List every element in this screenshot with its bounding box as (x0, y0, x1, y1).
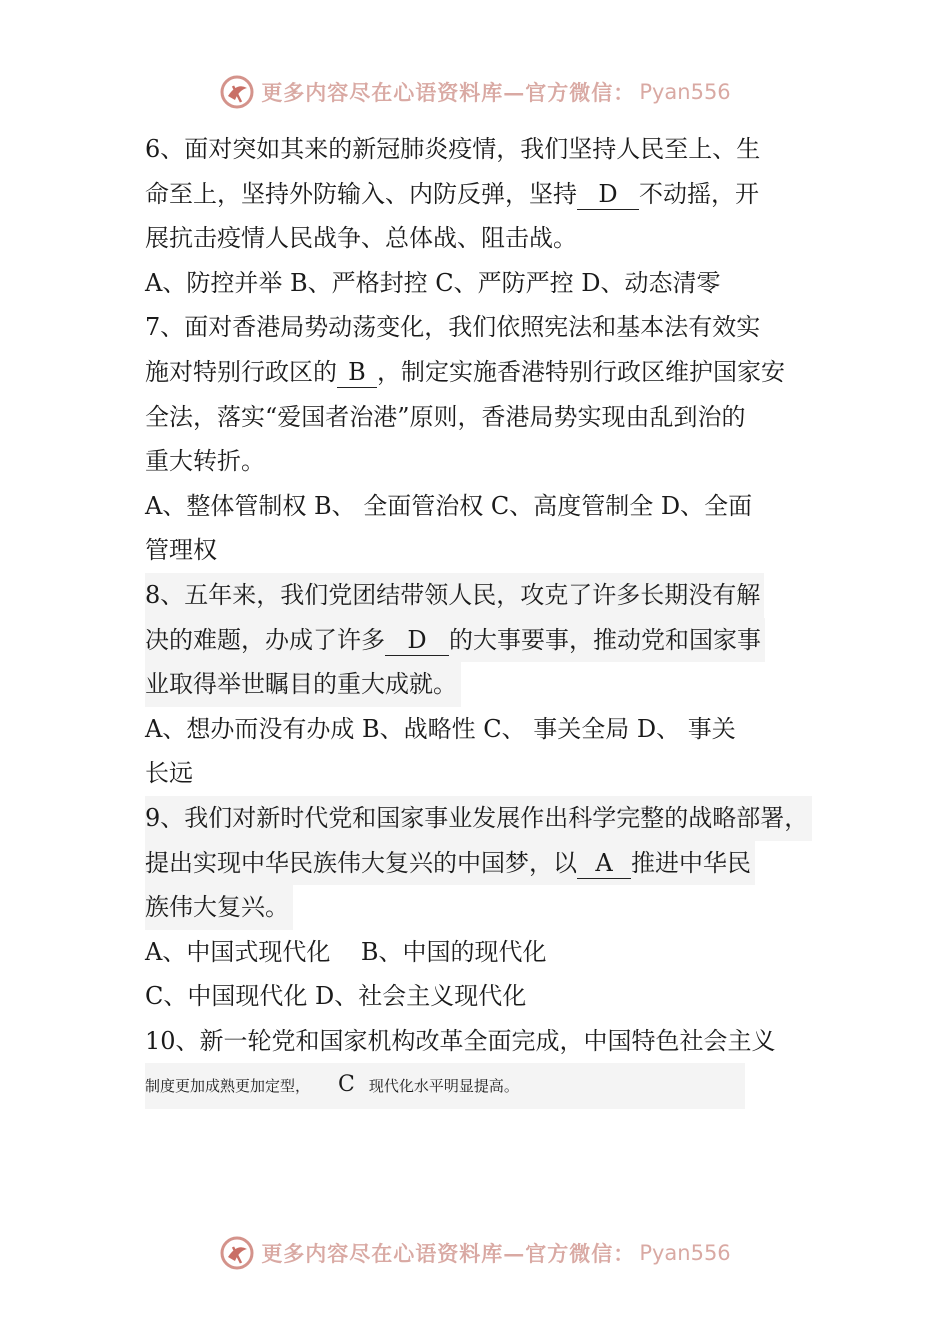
q7-text: 施对特别行政区的 (145, 357, 337, 386)
brand-logo-icon (219, 1235, 255, 1271)
q7-options-2: 管理权 (145, 536, 217, 565)
q9-text-end: 族伟大复兴。 (145, 885, 293, 930)
q10-answer: C (338, 1072, 355, 1098)
q8-line-1 (145, 573, 845, 618)
q9-line-1 (145, 796, 845, 841)
q9-answer-blank: A (577, 848, 631, 879)
q10-line-1: 10、新一轮党和国家机构改革全面完成，中国特色社会主义 (145, 1026, 776, 1055)
q9-options-2: C、中国现代化 D、社会主义现代化 (145, 982, 527, 1011)
q9-text-after: 推进中华民 (631, 848, 751, 877)
q6-options: A、防控并举 B、严格封控 C、严防严控 D、动态清零 (145, 268, 721, 297)
q6-text-after: 不动摇，开 (639, 179, 759, 208)
q9-text-before: 提出实现中华民族伟大复兴的中国梦，以 (145, 848, 577, 877)
q6-answer-blank: D (577, 179, 639, 210)
q10-text-before: 制度更加成熟更加定型， (145, 1077, 311, 1096)
q9-line-2 (145, 841, 845, 886)
banner-wechat-id: Pyan556 (639, 1241, 731, 1265)
q9-line-3 (145, 885, 845, 930)
q8-text-before: 决的难题，办成了许多 (145, 625, 385, 654)
q9-text: 9、我们对新时代党和国家事业发展作出科学完整的战略部署， (145, 796, 812, 841)
q10-line-2 (145, 1063, 845, 1108)
q8-answer-blank: D (385, 625, 449, 656)
q10-text-after: 现代化水平明显提高。 (368, 1077, 519, 1096)
banner-text: 更多内容尽在心语资料库—官方微信： (261, 80, 636, 105)
header-watermark (0, 72, 950, 112)
brand-logo-icon (219, 74, 255, 110)
q7-text-after: ，制定实施香港特别行政区维护国家安 (377, 357, 785, 386)
q6-line-2 (145, 172, 845, 217)
q8-line-3 (145, 662, 845, 707)
q8-text-end: 业取得举世瞩目的重大成就。 (145, 662, 461, 707)
q8-options-1: A、想办而没有办成 B、战略性 C、 事关全局 D、 事关 (145, 714, 736, 743)
q7-options-1: A、整体管制权 B、 全面管治权 C、高度管制全 D、全面 (145, 491, 753, 520)
q7-line-4: 重大转折。 (145, 447, 265, 476)
footer-watermark (0, 1233, 950, 1273)
banner-text: 更多内容尽在心语资料库—官方微信： (261, 1241, 636, 1266)
q6-line-3: 展抗击疫情人民战争、总体战、阻击战。 (145, 224, 577, 253)
q6-text: 命至上，坚持外防输入、内防反弹，坚持 (145, 179, 577, 208)
q8-text: 8、五年来，我们党团结带领人民，攻克了许多长期没有解 (145, 573, 764, 618)
q7-line-2 (145, 350, 845, 395)
q7-answer-blank: B (337, 357, 377, 388)
banner-wechat-id: Pyan556 (639, 80, 731, 104)
document-body (145, 127, 845, 1108)
q8-options-2: 长远 (145, 759, 193, 788)
q7-line-1: 7、面对香港局势动荡变化，我们依照宪法和基本法有效实 (145, 313, 761, 342)
q7-line-3: 全法，落实“爱国者治港”原则，香港局势实现由乱到治的 (145, 402, 746, 431)
q8-line-2 (145, 618, 845, 663)
q9-options-1: A、中国式现代化 B、中国的现代化 (145, 937, 547, 966)
q8-text-after: 的大事要事，推动党和国家事 (449, 625, 761, 654)
q6-line-1: 6、面对突如其来的新冠肺炎疫情，我们坚持人民至上、生 (145, 135, 761, 163)
